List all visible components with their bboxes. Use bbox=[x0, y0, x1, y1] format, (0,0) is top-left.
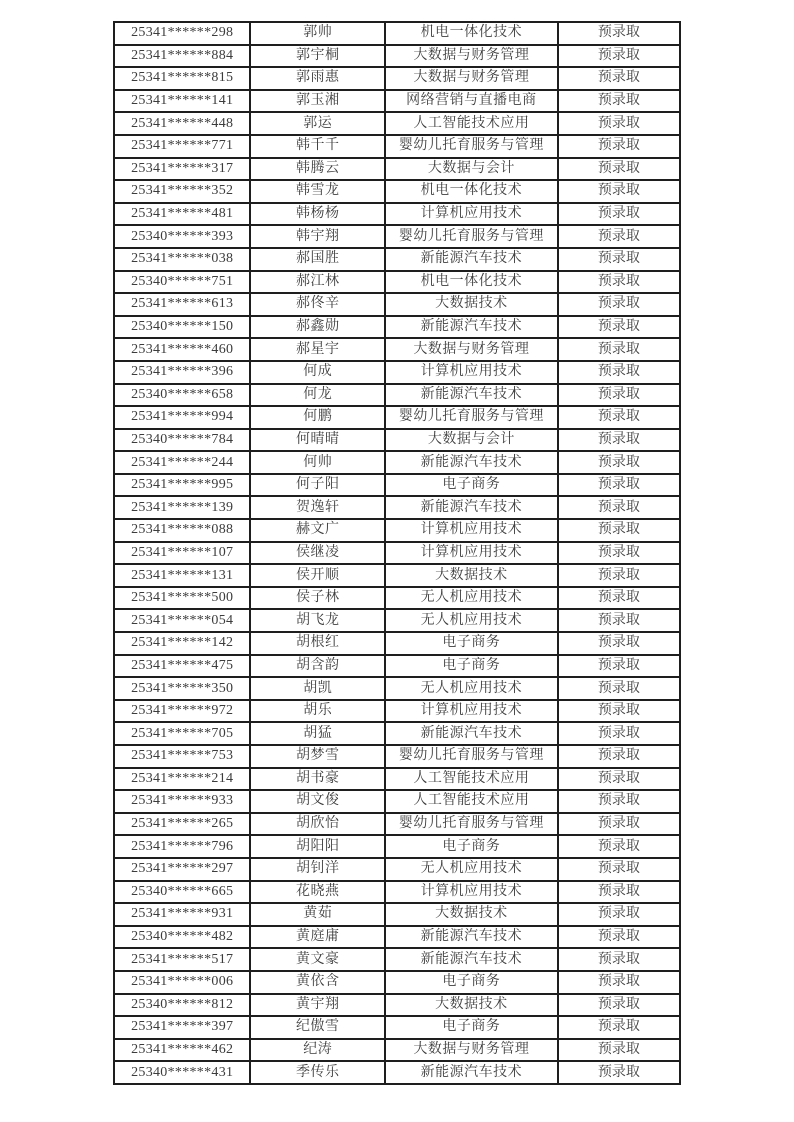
student-id-cell: 25341******265 bbox=[114, 813, 250, 836]
student-name-cell: 花晓燕 bbox=[250, 881, 385, 904]
student-id-cell: 25341******088 bbox=[114, 519, 250, 542]
status-cell: 预录取 bbox=[558, 429, 680, 452]
major-cell: 电子商务 bbox=[385, 632, 558, 655]
status-cell: 预录取 bbox=[558, 994, 680, 1017]
student-name-cell: 胡飞龙 bbox=[250, 609, 385, 632]
student-name-cell: 何龙 bbox=[250, 384, 385, 407]
student-id-cell: 25340******658 bbox=[114, 384, 250, 407]
table-row bbox=[114, 632, 680, 655]
major-cell: 机电一体化技术 bbox=[385, 271, 558, 294]
major-cell: 计算机应用技术 bbox=[385, 700, 558, 723]
major-cell: 人工智能技术应用 bbox=[385, 112, 558, 135]
table-row bbox=[114, 112, 680, 135]
status-cell: 预录取 bbox=[558, 474, 680, 497]
student-id-cell: 25341******317 bbox=[114, 158, 250, 181]
student-id-cell: 25341******796 bbox=[114, 835, 250, 858]
major-cell: 婴幼儿托育服务与管理 bbox=[385, 406, 558, 429]
student-id-cell: 25341******448 bbox=[114, 112, 250, 135]
table-row bbox=[114, 948, 680, 971]
student-id-cell: 25341******771 bbox=[114, 135, 250, 158]
status-cell: 预录取 bbox=[558, 248, 680, 271]
table-row bbox=[114, 542, 680, 565]
student-id-cell: 25340******812 bbox=[114, 994, 250, 1017]
status-cell: 预录取 bbox=[558, 45, 680, 68]
student-name-cell: 郭运 bbox=[250, 112, 385, 135]
student-name-cell: 郭帅 bbox=[250, 22, 385, 45]
major-cell: 婴幼儿托育服务与管理 bbox=[385, 813, 558, 836]
student-id-cell: 25340******665 bbox=[114, 881, 250, 904]
major-cell: 新能源汽车技术 bbox=[385, 926, 558, 949]
major-cell: 大数据与财务管理 bbox=[385, 67, 558, 90]
status-cell: 预录取 bbox=[558, 406, 680, 429]
student-id-cell: 25341******933 bbox=[114, 790, 250, 813]
major-cell: 网络营销与直播电商 bbox=[385, 90, 558, 113]
student-name-cell: 郭玉湘 bbox=[250, 90, 385, 113]
status-cell: 预录取 bbox=[558, 564, 680, 587]
major-cell: 无人机应用技术 bbox=[385, 858, 558, 881]
status-cell: 预录取 bbox=[558, 112, 680, 135]
major-cell: 计算机应用技术 bbox=[385, 542, 558, 565]
status-cell: 预录取 bbox=[558, 1039, 680, 1062]
student-name-cell: 胡文俊 bbox=[250, 790, 385, 813]
student-name-cell: 何子阳 bbox=[250, 474, 385, 497]
student-name-cell: 黄庭庸 bbox=[250, 926, 385, 949]
table-row bbox=[114, 903, 680, 926]
student-id-cell: 25341******460 bbox=[114, 338, 250, 361]
student-id-cell: 25341******397 bbox=[114, 1016, 250, 1039]
major-cell: 大数据与财务管理 bbox=[385, 1039, 558, 1062]
student-name-cell: 韩宇翔 bbox=[250, 225, 385, 248]
student-name-cell: 赫文广 bbox=[250, 519, 385, 542]
major-cell: 大数据与会计 bbox=[385, 429, 558, 452]
table-row bbox=[114, 45, 680, 68]
student-name-cell: 胡根红 bbox=[250, 632, 385, 655]
student-id-cell: 25341******131 bbox=[114, 564, 250, 587]
student-id-cell: 25341******972 bbox=[114, 700, 250, 723]
table-row bbox=[114, 271, 680, 294]
student-id-cell: 25341******481 bbox=[114, 203, 250, 226]
status-cell: 预录取 bbox=[558, 948, 680, 971]
student-name-cell: 郝鑫勋 bbox=[250, 316, 385, 339]
major-cell: 大数据技术 bbox=[385, 994, 558, 1017]
student-id-cell: 25341******038 bbox=[114, 248, 250, 271]
table-row bbox=[114, 1039, 680, 1062]
table-row bbox=[114, 609, 680, 632]
student-name-cell: 何成 bbox=[250, 361, 385, 384]
student-name-cell: 胡欣怡 bbox=[250, 813, 385, 836]
table-row bbox=[114, 813, 680, 836]
admission-list-table bbox=[113, 21, 681, 1085]
table-row bbox=[114, 519, 680, 542]
table-row bbox=[114, 158, 680, 181]
student-id-cell: 25341******613 bbox=[114, 293, 250, 316]
student-id-cell: 25341******705 bbox=[114, 722, 250, 745]
student-name-cell: 何鹏 bbox=[250, 406, 385, 429]
major-cell: 机电一体化技术 bbox=[385, 22, 558, 45]
student-id-cell: 25341******753 bbox=[114, 745, 250, 768]
table-row bbox=[114, 225, 680, 248]
status-cell: 预录取 bbox=[558, 677, 680, 700]
student-name-cell: 贺逸轩 bbox=[250, 496, 385, 519]
major-cell: 电子商务 bbox=[385, 971, 558, 994]
table-row bbox=[114, 429, 680, 452]
major-cell: 计算机应用技术 bbox=[385, 361, 558, 384]
table-row bbox=[114, 745, 680, 768]
status-cell: 预录取 bbox=[558, 971, 680, 994]
status-cell: 预录取 bbox=[558, 722, 680, 745]
table-row bbox=[114, 474, 680, 497]
student-id-cell: 25340******482 bbox=[114, 926, 250, 949]
major-cell: 大数据与财务管理 bbox=[385, 45, 558, 68]
student-id-cell: 25341******298 bbox=[114, 22, 250, 45]
table-row bbox=[114, 22, 680, 45]
student-name-cell: 胡梦雪 bbox=[250, 745, 385, 768]
major-cell: 计算机应用技术 bbox=[385, 881, 558, 904]
major-cell: 机电一体化技术 bbox=[385, 180, 558, 203]
student-id-cell: 25340******150 bbox=[114, 316, 250, 339]
major-cell: 电子商务 bbox=[385, 835, 558, 858]
status-cell: 预录取 bbox=[558, 926, 680, 949]
major-cell: 大数据与会计 bbox=[385, 158, 558, 181]
major-cell: 新能源汽车技术 bbox=[385, 1061, 558, 1084]
status-cell: 预录取 bbox=[558, 158, 680, 181]
student-id-cell: 25341******141 bbox=[114, 90, 250, 113]
major-cell: 电子商务 bbox=[385, 474, 558, 497]
major-cell: 大数据技术 bbox=[385, 293, 558, 316]
status-cell: 预录取 bbox=[558, 519, 680, 542]
student-name-cell: 韩腾云 bbox=[250, 158, 385, 181]
student-id-cell: 25340******751 bbox=[114, 271, 250, 294]
student-name-cell: 郝星宇 bbox=[250, 338, 385, 361]
student-name-cell: 侯子林 bbox=[250, 587, 385, 610]
student-id-cell: 25341******396 bbox=[114, 361, 250, 384]
status-cell: 预录取 bbox=[558, 1016, 680, 1039]
table-row bbox=[114, 384, 680, 407]
major-cell: 人工智能技术应用 bbox=[385, 768, 558, 791]
student-id-cell: 25341******054 bbox=[114, 609, 250, 632]
status-cell: 预录取 bbox=[558, 790, 680, 813]
student-name-cell: 韩千千 bbox=[250, 135, 385, 158]
student-name-cell: 季传乐 bbox=[250, 1061, 385, 1084]
student-name-cell: 黄文豪 bbox=[250, 948, 385, 971]
table-row bbox=[114, 293, 680, 316]
table-row bbox=[114, 994, 680, 1017]
table-row bbox=[114, 135, 680, 158]
student-id-cell: 25341******006 bbox=[114, 971, 250, 994]
table-row bbox=[114, 564, 680, 587]
table-row bbox=[114, 90, 680, 113]
student-id-cell: 25340******431 bbox=[114, 1061, 250, 1084]
student-name-cell: 胡钊洋 bbox=[250, 858, 385, 881]
major-cell: 电子商务 bbox=[385, 1016, 558, 1039]
student-name-cell: 胡猛 bbox=[250, 722, 385, 745]
major-cell: 新能源汽车技术 bbox=[385, 248, 558, 271]
status-cell: 预录取 bbox=[558, 745, 680, 768]
table-row bbox=[114, 203, 680, 226]
table-row bbox=[114, 722, 680, 745]
status-cell: 预录取 bbox=[558, 813, 680, 836]
major-cell: 婴幼儿托育服务与管理 bbox=[385, 135, 558, 158]
major-cell: 新能源汽车技术 bbox=[385, 316, 558, 339]
table-row bbox=[114, 677, 680, 700]
status-cell: 预录取 bbox=[558, 632, 680, 655]
status-cell: 预录取 bbox=[558, 587, 680, 610]
table-row bbox=[114, 858, 680, 881]
student-id-cell: 25341******352 bbox=[114, 180, 250, 203]
table-row bbox=[114, 338, 680, 361]
table-row bbox=[114, 248, 680, 271]
status-cell: 预录取 bbox=[558, 67, 680, 90]
student-name-cell: 胡凯 bbox=[250, 677, 385, 700]
student-name-cell: 韩雪龙 bbox=[250, 180, 385, 203]
student-id-cell: 25340******393 bbox=[114, 225, 250, 248]
status-cell: 预录取 bbox=[558, 22, 680, 45]
status-cell: 预录取 bbox=[558, 858, 680, 881]
major-cell: 新能源汽车技术 bbox=[385, 384, 558, 407]
status-cell: 预录取 bbox=[558, 384, 680, 407]
table-row bbox=[114, 316, 680, 339]
major-cell: 新能源汽车技术 bbox=[385, 496, 558, 519]
student-name-cell: 侯继凌 bbox=[250, 542, 385, 565]
student-name-cell: 黄宇翔 bbox=[250, 994, 385, 1017]
table-row bbox=[114, 406, 680, 429]
student-id-cell: 25341******462 bbox=[114, 1039, 250, 1062]
status-cell: 预录取 bbox=[558, 768, 680, 791]
status-cell: 预录取 bbox=[558, 700, 680, 723]
major-cell: 婴幼儿托育服务与管理 bbox=[385, 225, 558, 248]
major-cell: 电子商务 bbox=[385, 655, 558, 678]
status-cell: 预录取 bbox=[558, 609, 680, 632]
student-name-cell: 郭雨惠 bbox=[250, 67, 385, 90]
student-name-cell: 胡含韵 bbox=[250, 655, 385, 678]
table-row bbox=[114, 587, 680, 610]
student-name-cell: 纪涛 bbox=[250, 1039, 385, 1062]
status-cell: 预录取 bbox=[558, 316, 680, 339]
status-cell: 预录取 bbox=[558, 203, 680, 226]
table-row bbox=[114, 926, 680, 949]
major-cell: 大数据技术 bbox=[385, 903, 558, 926]
table-row bbox=[114, 1016, 680, 1039]
student-id-cell: 25341******350 bbox=[114, 677, 250, 700]
status-cell: 预录取 bbox=[558, 496, 680, 519]
student-id-cell: 25341******884 bbox=[114, 45, 250, 68]
student-name-cell: 胡阳阳 bbox=[250, 835, 385, 858]
major-cell: 大数据技术 bbox=[385, 564, 558, 587]
student-name-cell: 郝江林 bbox=[250, 271, 385, 294]
student-name-cell: 黄依含 bbox=[250, 971, 385, 994]
table-row bbox=[114, 790, 680, 813]
status-cell: 预录取 bbox=[558, 180, 680, 203]
status-cell: 预录取 bbox=[558, 1061, 680, 1084]
student-name-cell: 郭宇桐 bbox=[250, 45, 385, 68]
table-body bbox=[114, 22, 680, 1084]
status-cell: 预录取 bbox=[558, 90, 680, 113]
student-id-cell: 25341******244 bbox=[114, 451, 250, 474]
student-id-cell: 25341******815 bbox=[114, 67, 250, 90]
table-row bbox=[114, 180, 680, 203]
student-id-cell: 25341******107 bbox=[114, 542, 250, 565]
student-id-cell: 25341******994 bbox=[114, 406, 250, 429]
student-id-cell: 25341******297 bbox=[114, 858, 250, 881]
status-cell: 预录取 bbox=[558, 135, 680, 158]
status-cell: 预录取 bbox=[558, 293, 680, 316]
status-cell: 预录取 bbox=[558, 835, 680, 858]
student-name-cell: 何帅 bbox=[250, 451, 385, 474]
major-cell: 无人机应用技术 bbox=[385, 609, 558, 632]
student-id-cell: 25341******214 bbox=[114, 768, 250, 791]
student-id-cell: 25341******500 bbox=[114, 587, 250, 610]
student-name-cell: 韩杨杨 bbox=[250, 203, 385, 226]
student-id-cell: 25341******475 bbox=[114, 655, 250, 678]
student-name-cell: 黄茹 bbox=[250, 903, 385, 926]
student-id-cell: 25341******139 bbox=[114, 496, 250, 519]
table-row bbox=[114, 700, 680, 723]
major-cell: 新能源汽车技术 bbox=[385, 451, 558, 474]
student-name-cell: 纪傲雪 bbox=[250, 1016, 385, 1039]
major-cell: 计算机应用技术 bbox=[385, 203, 558, 226]
status-cell: 预录取 bbox=[558, 338, 680, 361]
major-cell: 计算机应用技术 bbox=[385, 519, 558, 542]
major-cell: 无人机应用技术 bbox=[385, 587, 558, 610]
table-row bbox=[114, 655, 680, 678]
student-id-cell: 25341******995 bbox=[114, 474, 250, 497]
status-cell: 预录取 bbox=[558, 881, 680, 904]
status-cell: 预录取 bbox=[558, 451, 680, 474]
student-id-cell: 25341******517 bbox=[114, 948, 250, 971]
status-cell: 预录取 bbox=[558, 271, 680, 294]
student-id-cell: 25340******784 bbox=[114, 429, 250, 452]
status-cell: 预录取 bbox=[558, 542, 680, 565]
major-cell: 婴幼儿托育服务与管理 bbox=[385, 745, 558, 768]
table-row bbox=[114, 881, 680, 904]
table-row bbox=[114, 361, 680, 384]
status-cell: 预录取 bbox=[558, 903, 680, 926]
status-cell: 预录取 bbox=[558, 655, 680, 678]
major-cell: 人工智能技术应用 bbox=[385, 790, 558, 813]
student-name-cell: 郝国胜 bbox=[250, 248, 385, 271]
major-cell: 新能源汽车技术 bbox=[385, 948, 558, 971]
status-cell: 预录取 bbox=[558, 361, 680, 384]
student-name-cell: 胡书豪 bbox=[250, 768, 385, 791]
student-name-cell: 何晴晴 bbox=[250, 429, 385, 452]
student-name-cell: 郝佟辛 bbox=[250, 293, 385, 316]
status-cell: 预录取 bbox=[558, 225, 680, 248]
table-row bbox=[114, 67, 680, 90]
table-row bbox=[114, 971, 680, 994]
student-name-cell: 胡乐 bbox=[250, 700, 385, 723]
table-row bbox=[114, 496, 680, 519]
table-row bbox=[114, 451, 680, 474]
student-name-cell: 侯开顺 bbox=[250, 564, 385, 587]
table-row bbox=[114, 1061, 680, 1084]
major-cell: 大数据与财务管理 bbox=[385, 338, 558, 361]
student-id-cell: 25341******142 bbox=[114, 632, 250, 655]
table-row bbox=[114, 835, 680, 858]
student-id-cell: 25341******931 bbox=[114, 903, 250, 926]
major-cell: 无人机应用技术 bbox=[385, 677, 558, 700]
table-row bbox=[114, 768, 680, 791]
major-cell: 新能源汽车技术 bbox=[385, 722, 558, 745]
